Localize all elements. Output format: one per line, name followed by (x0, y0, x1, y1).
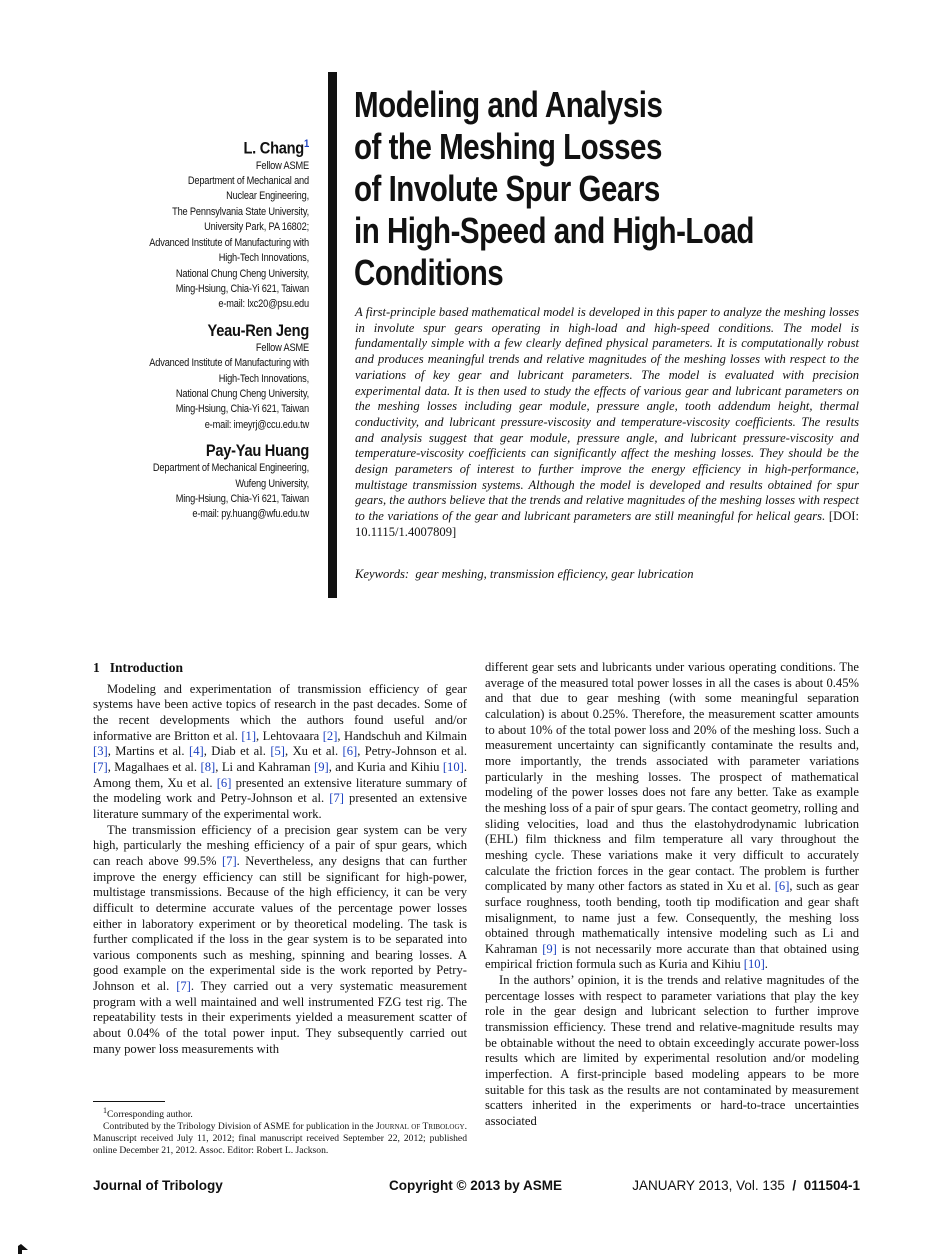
paragraph: In the authors’ opinion, it is the trends and relative magnitudes of the percentage losses with respect to parameter variations that play the key role in the gear design and lubricant selection to further improve transmission efficiency. These trend and relative-magnitude results may be obtainable without the need to obtain exceedingly accurate power-loss results which are limited by experimental resolution and/or modeling imperfection. A first-principle based modeling appears to be more suitable for this task as the results are not contaminated by measurement scatters inherited in the experiments or hard-to-trace uncertainties associated (485, 973, 859, 1129)
author-entry (100, 321, 309, 433)
title-line: in High-Speed and High-Load (354, 210, 754, 251)
author-affiliation-line: High-Tech Innovations, (218, 252, 309, 265)
footnote-journal-name: Journal of Tribology (375, 1121, 465, 1133)
author-affiliation-line: Advanced Institute of Manufacturing with (149, 357, 309, 370)
text-run: is not necessarily more accurate than that obtained using empirical friction formula such as Kuria and Kihiu (485, 941, 859, 972)
text-run: . Among them, Xu et al. (93, 759, 467, 790)
footnote-2-text-a: Contributed by the Tribology Division of ASME for publication in the (103, 1121, 376, 1133)
author-affiliation-line: Ming-Hsiung, Chia-Yi 621, Taiwan (175, 403, 309, 416)
author-affiliation-line: High-Tech Innovations, (218, 372, 309, 385)
footnote-mark: 1 (103, 1106, 107, 1115)
paragraph (485, 660, 859, 973)
citation-link[interactable]: [7] (93, 759, 108, 774)
text-run: , Lehtovaara (256, 728, 323, 743)
text-run: . (764, 957, 768, 972)
keywords-label: Keywords: (355, 567, 410, 581)
text-run: presented an extensive literature summary of the experimental work. (93, 791, 467, 821)
section-title: Introduction (109, 660, 184, 675)
abstract (355, 305, 859, 541)
title-line: Modeling and Analysis (354, 84, 663, 125)
footnote-rule (93, 1101, 165, 1102)
author-affiliation-line: National Chung Cheng University, (175, 267, 309, 280)
author-affiliation-line: Department of Mechanical and (187, 175, 309, 188)
text-run: , Magalhaes et al. (107, 759, 201, 774)
paper-title (354, 84, 780, 294)
keywords-text: gear meshing, transmission efficiency, gear lubrication (415, 567, 694, 581)
citation-link[interactable]: [5] (270, 744, 285, 759)
footer-separator: / (792, 1178, 797, 1193)
citation-link[interactable]: [7] (221, 853, 237, 868)
citation-link[interactable]: [3] (93, 744, 108, 759)
author-affiliation-line: Nuclear Engineering, (226, 190, 309, 203)
body-column-right (485, 660, 859, 1130)
text-run: . Nevertheless, any designs that can further improve the energy efficiency can still be significant for high-power, multistage transmissions. Because of the high efficiency, it can be very difficult to determine accurate values of the percentage power losses either in laboratory experiment or by theoretical modeling. The task is further complicated if the loss in the gear system is to be separated into various components such as meshing, spinning and bearing losses. A good example on the experimental side is the work reported by Petry-Johnson et al. (93, 853, 467, 994)
author-affiliation-line: Fellow ASME (255, 159, 309, 172)
citation-link[interactable]: [8] (200, 759, 216, 774)
citation-link[interactable]: [6] (216, 775, 232, 790)
vertical-rule (328, 72, 337, 598)
footnotes (93, 1105, 467, 1157)
author-email[interactable]: e-mail: py.huang@wfu.edu.tw (192, 508, 309, 521)
page-footer (93, 1178, 860, 1196)
text-run: presented an extensive literature summary of the modeling work and Petry-Johnson et al. (93, 775, 468, 806)
author-affiliation-line: The Pennsylvania State University, (172, 205, 309, 218)
author-affiliation-line: Ming-Hsiung, Chia-Yi 621, Taiwan (175, 282, 309, 295)
citation-link[interactable]: [9] (314, 759, 329, 774)
corner-mark-icon (18, 1244, 28, 1254)
citation-link[interactable]: [10] (743, 957, 765, 972)
footer-issue-text: JANUARY 2013, Vol. 135 (632, 1178, 785, 1193)
text-run: , Handschuh and Kilmain (337, 728, 467, 743)
keywords (355, 567, 859, 582)
text-run: , Petry-Johnson et al. (357, 744, 467, 759)
citation-link[interactable]: [1] (241, 728, 257, 743)
text-run: , such as gear surface roughness, tooth bending, tooth tip modification and gear shaft misalignment, to name just a few. Consequently, the meshing loss obtained through mathematically intensive modeling such as Li and Kahraman (485, 879, 859, 956)
text-run: . They carried out a very systematic measurement program with a well maintained and well instrumented FZG test rig. The repeatability tests in their experiments yielded a measurement scatter of about 0.04% of the total power input. They subsequently carried out many power loss measurements with (93, 979, 467, 1056)
text-run: The transmission efficiency of a precision gear system can be very high, particularly the meshing efficiency of a pair of spur gears, which can reach above 99.5% (93, 822, 467, 868)
author-affiliation-line: Wufeng University, (235, 477, 309, 490)
citation-link[interactable]: [6] (774, 879, 790, 894)
text-run: , Diab et al. (203, 744, 271, 759)
citation-link[interactable]: [7] (329, 791, 344, 806)
paragraph (93, 682, 467, 823)
body-column-left (93, 660, 467, 1057)
author-email[interactable]: e-mail: imeyrj@ccu.edu.tw (204, 418, 309, 431)
text-run: different gear sets and lubricants under various operating conditions. The average of the measured total power losses in all the cases is about 0.45% and that due to gear meshing (with some meaningful separation calculation) is about 0.25%. Therefore, the measurement scatter amounts to about 10% of the total power loss and 20% of the meshing loss. Such a measurement uncertainty can significantly contaminate the results and, more importantly, the trends associated with parameter variations particularly in the meshing losses. The prospect of mathematical modeling of the power losses does not fare any better. Take as example the meshing loss of a pair of spur gears. The contact geometry, rolling and sliding velocities, load and thus the elastohydrodynamic lubrication (EHL) film thickness and film temperature all vary throughout the meshing cycle. These variations make it very difficult to accurately calculate the friction forces in the gear contact. The problem is further complicated by many other factors as stated in Xu et al. (485, 660, 859, 894)
author-affiliation-line: Ming-Hsiung, Chia-Yi 621, Taiwan (175, 492, 309, 505)
author-affiliation-line: University Park, PA 16802; (204, 221, 309, 234)
author-affiliation-line: Department of Mechanical Engineering, (152, 462, 309, 475)
author-name-line (129, 134, 309, 159)
author-email[interactable]: e-mail: lxc20@psu.edu (218, 298, 309, 311)
footnote-1 (93, 1105, 467, 1121)
author-name: L. Chang (243, 138, 304, 158)
text-run: , and Kuria and Kihiu (328, 759, 443, 774)
paragraph (93, 823, 467, 1058)
author-affiliation-line: Advanced Institute of Manufacturing with (149, 236, 309, 249)
author-entry (100, 134, 309, 313)
citation-link[interactable]: [7] (176, 979, 191, 994)
author-name: Pay-Yau Huang (205, 441, 309, 461)
citation-link[interactable]: [10] (442, 759, 464, 774)
title-line: of Involute Spur Gears (354, 168, 660, 209)
author-affiliation-line: Fellow ASME (255, 341, 309, 354)
citation-link[interactable]: [4] (189, 744, 204, 759)
footer-article-number: 011504-1 (803, 1178, 860, 1193)
title-line: of the Meshing Losses (354, 126, 662, 167)
footnote-2-text-b: . Manuscript received July 11, 2012; final manuscript received September 22, 2012; published online December 21, 2012. Assoc. Editor: Robert L. Jackson. (93, 1121, 467, 1157)
author-footnote-mark[interactable]: 1 (303, 138, 309, 150)
footnote-1-text: Corresponding author. (107, 1109, 193, 1121)
citation-link[interactable]: [6] (342, 744, 358, 759)
footer-copyright: Copyright © 2013 by ASME (389, 1178, 562, 1193)
footer-issue (632, 1178, 860, 1193)
title-line: Conditions (354, 252, 504, 293)
footer-journal: Journal of Tribology (93, 1178, 223, 1193)
footnote-2 (93, 1121, 467, 1157)
section-number: 1 (93, 660, 100, 675)
doi[interactable]: [DOI: 10.1115/1.4007809] (355, 509, 859, 539)
author-affiliation-line: National Chung Cheng University, (175, 387, 309, 400)
author-name: Yeau-Ren Jeng (207, 320, 309, 340)
abstract-text: A first-principle based mathematical model is developed in this paper to analyze the meshing losses in involute spur gears operating in high-load and high-speed conditions. The model is fundamentally simple with a few clearly defined physical parameters. It is computationally robust and produces meaningful trends and relative magnitudes of the meshing losses with respect to the variations of key gear and lubricant parameters. The model is evaluated with precision experimental data. It is then used to study the effects of various gear and lubricant parameters on the meshing losses including gear module, pressure angle, tooth addendum height, thermal conductivity, and lubricant pressure-viscosity and temperature-viscosity coefficients. The results and analysis suggest that gear module, pressure angle, and lubricant pressure-viscosity and temperature-viscosity coefficients can significantly affect the meshing losses. They should be the design parameters of interest to further improve the energy efficiency in high-performance, multistage transmission systems. Although the model is developed and results obtained for spur gears, the authors believe that the trends and relative magnitudes of the meshing losses with respect to the variations of the gear and lubricant parameters are still meaningful for helical gears. (355, 305, 859, 524)
citation-link[interactable]: [2] (322, 728, 338, 743)
author-block (100, 134, 309, 531)
text-run: , Martins et al. (107, 744, 189, 759)
text-run: Modeling and experimentation of transmission efficiency of gear systems have been active topics of research in the past decades. Some of the recent developments which the authors found useful and/or informative are Britton et al. (93, 681, 467, 743)
text-run: , Li and Kahraman (215, 759, 315, 774)
section-heading (93, 660, 467, 676)
author-entry (100, 441, 309, 523)
text-run: , Xu et al. (285, 744, 343, 759)
citation-link[interactable]: [9] (542, 941, 557, 956)
